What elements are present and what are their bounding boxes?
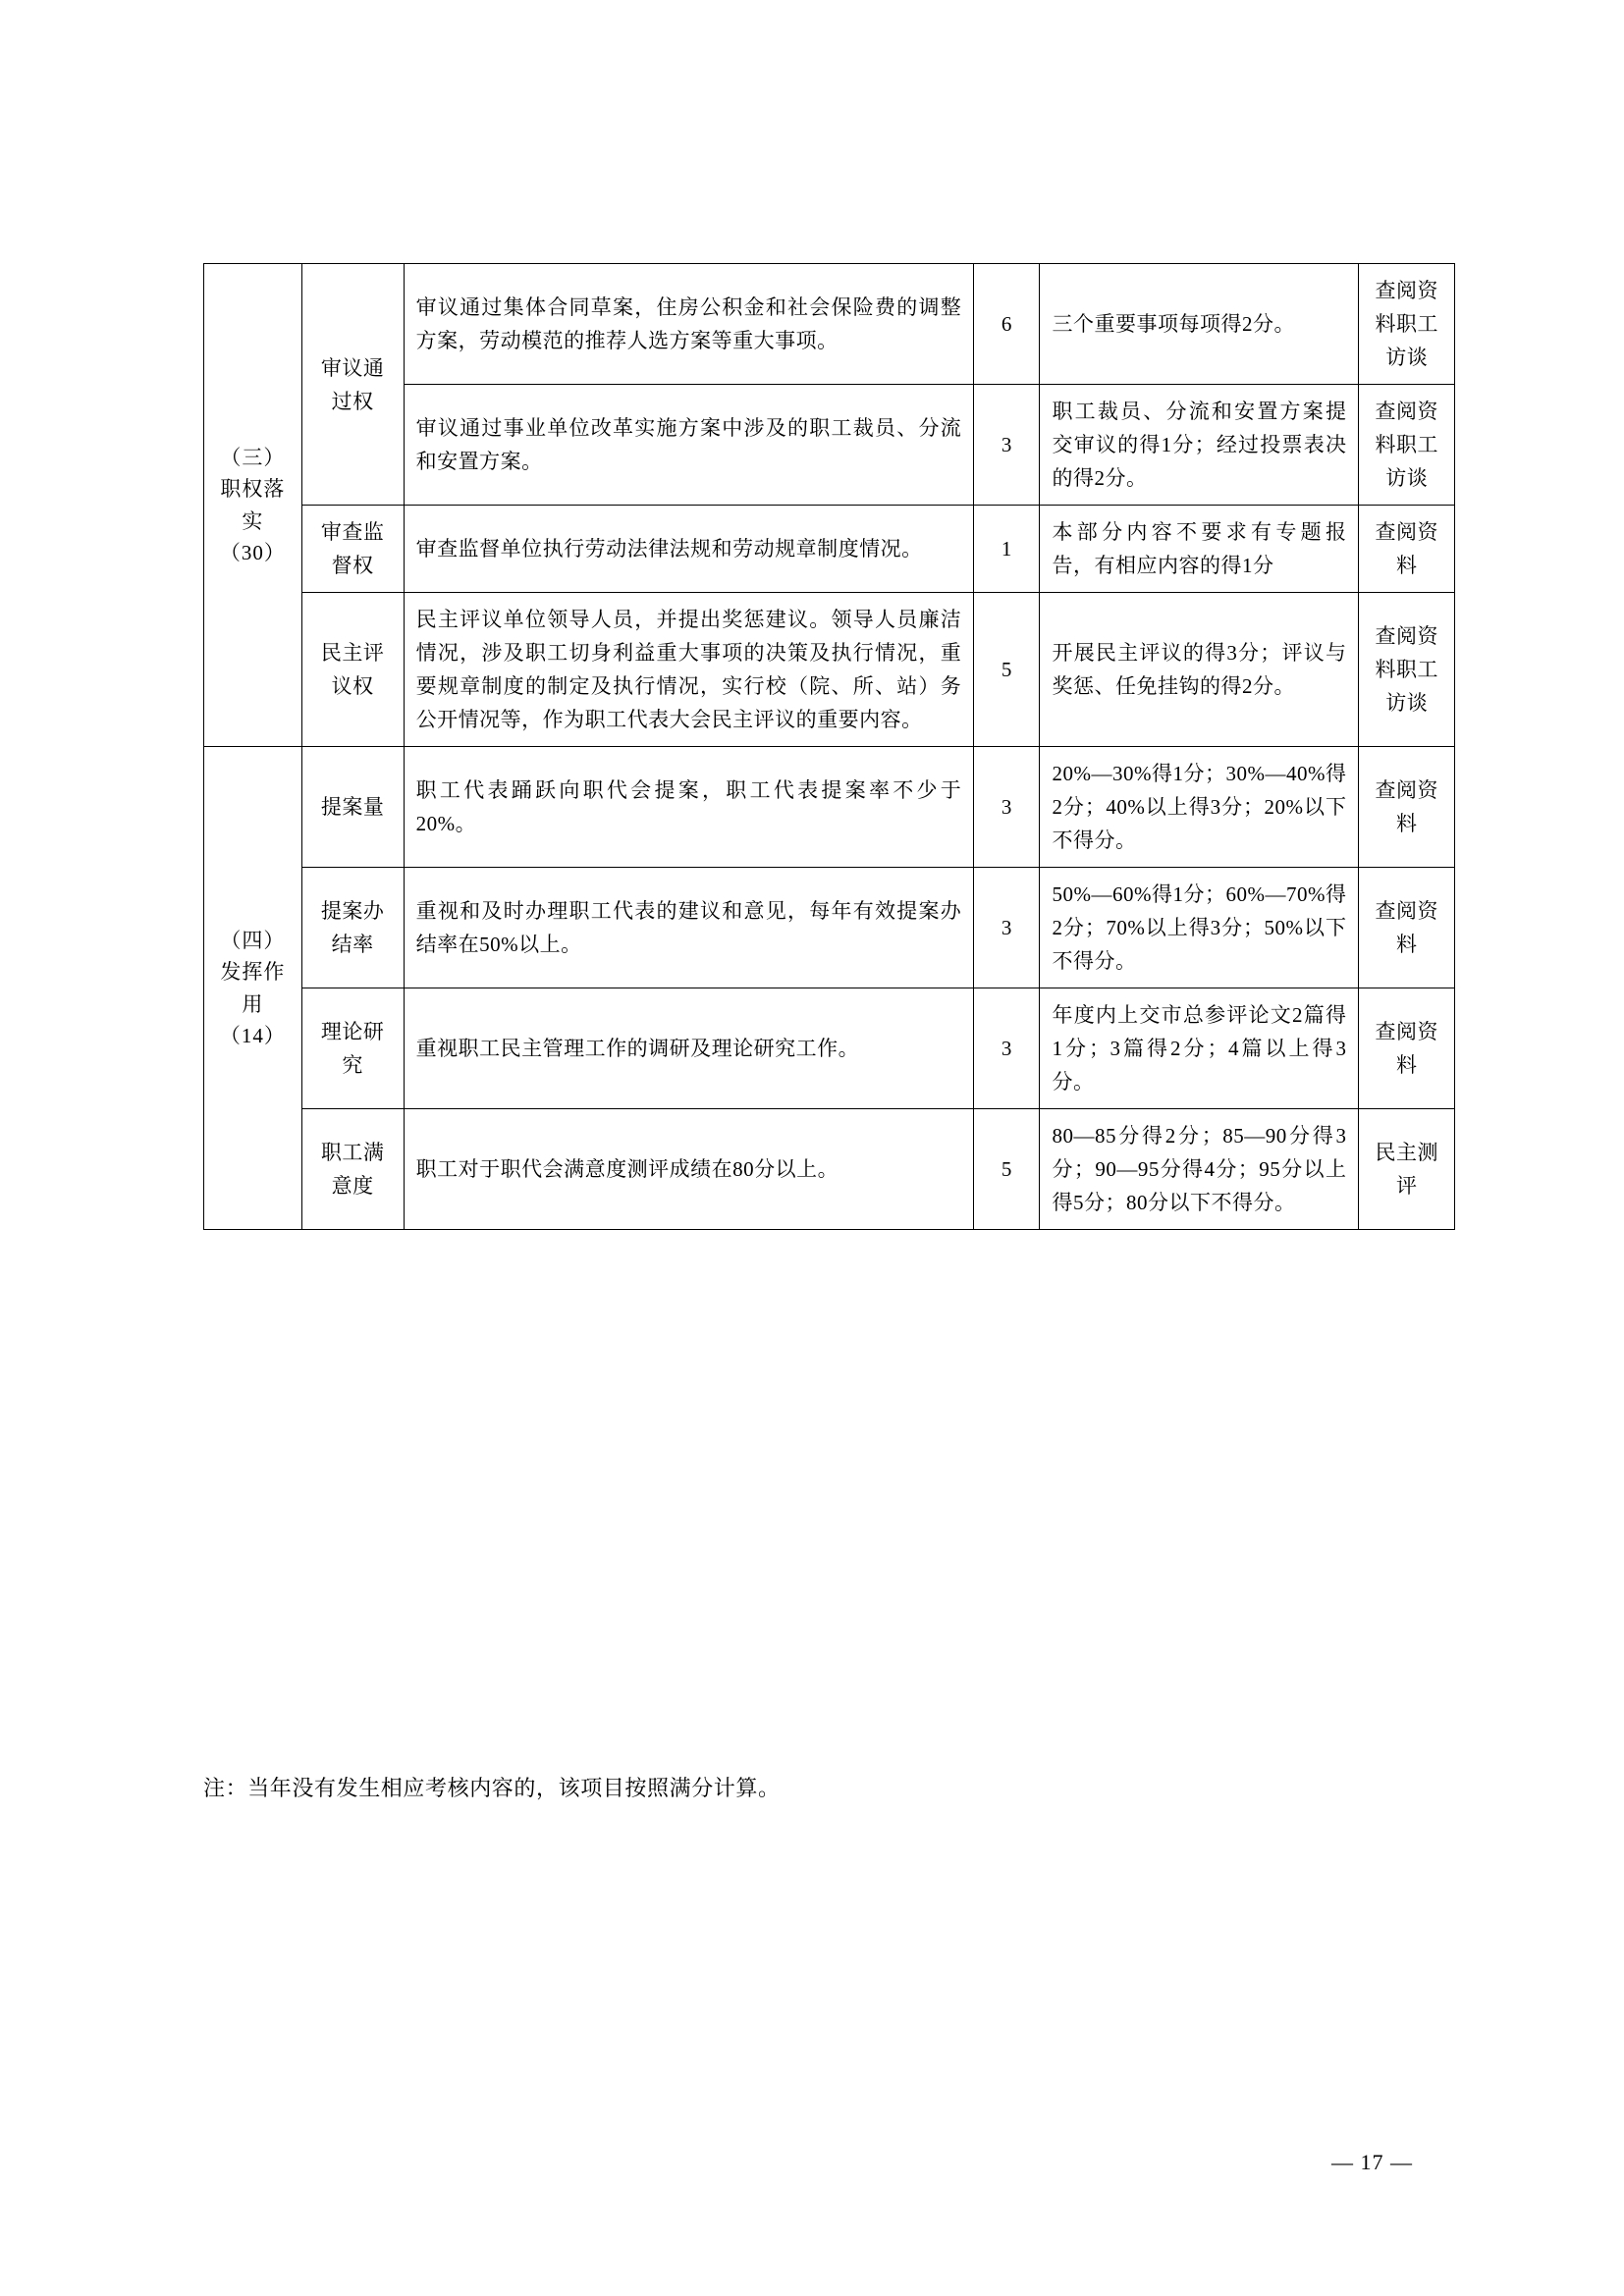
score-cell: 3: [974, 868, 1040, 988]
description-cell: 民主评议单位领导人员，并提出奖惩建议。领导人员廉洁情况，涉及职工切身利益重大事项的决策及执行情况，重要规章制度的制定及执行情况，实行校（院、所、站）务公开情况等，作为职工代表大会民主评议的重要内容。: [404, 593, 974, 747]
description-cell: 审议通过事业单位改革实施方案中涉及的职工裁员、分流和安置方案。: [404, 385, 974, 506]
table-row: [204, 1109, 1455, 1230]
table-row: [204, 264, 1455, 385]
item-cell: 职工满意度: [301, 1109, 404, 1230]
table-row: [204, 747, 1455, 868]
assessment-table: [203, 263, 1455, 1230]
category-label: （四）发挥作用（14）: [219, 928, 286, 1048]
method-cell: 查阅资料职工访谈: [1359, 385, 1455, 506]
standard-cell: 50%—60%得1分；60%—70%得2分；70%以上得3分；50%以下不得分。: [1040, 868, 1359, 988]
item-cell: 提案办结率: [301, 868, 404, 988]
description-cell: 重视职工民主管理工作的调研及理论研究工作。: [404, 988, 974, 1109]
score-cell: 3: [974, 385, 1040, 506]
category-label: （三）职权落实（30）: [219, 445, 286, 565]
table-row: [204, 868, 1455, 988]
score-cell: 5: [974, 1109, 1040, 1230]
method-cell: 查阅资料: [1359, 988, 1455, 1109]
score-cell: 1: [974, 506, 1040, 593]
description-cell: 重视和及时办理职工代表的建议和意见，每年有效提案办结率在50%以上。: [404, 868, 974, 988]
item-cell: 提案量: [301, 747, 404, 868]
table-note: 注：当年没有发生相应考核内容的，该项目按照满分计算。: [203, 1776, 781, 1800]
method-cell: 民主测评: [1359, 1109, 1455, 1230]
standard-cell: 年度内上交市总参评论文2篇得1分；3篇得2分；4篇以上得3分。: [1040, 988, 1359, 1109]
description-cell: 职工对于职代会满意度测评成绩在80分以上。: [404, 1109, 974, 1230]
description-cell: 审议通过集体合同草案，住房公积金和社会保险费的调整方案，劳动模范的推荐人选方案等重大事项。: [404, 264, 974, 385]
score-cell: 6: [974, 264, 1040, 385]
method-cell: 查阅资料: [1359, 747, 1455, 868]
table-row: [204, 506, 1455, 593]
category-cell: [204, 747, 302, 1230]
description-cell: 审查监督单位执行劳动法律法规和劳动规章制度情况。: [404, 506, 974, 593]
score-cell: 5: [974, 593, 1040, 747]
category-cell: [204, 264, 302, 747]
page-number: — 17 —: [1331, 2150, 1413, 2174]
standard-cell: 三个重要事项每项得2分。: [1040, 264, 1359, 385]
item-cell: 民主评议权: [301, 593, 404, 747]
item-cell: 审查监督权: [301, 506, 404, 593]
standard-cell: 20%—30%得1分；30%—40%得2分；40%以上得3分；20%以下不得分。: [1040, 747, 1359, 868]
item-cell: 理论研究: [301, 988, 404, 1109]
description-cell: 职工代表踊跃向职代会提案，职工代表提案率不少于20%。: [404, 747, 974, 868]
method-cell: 查阅资料: [1359, 868, 1455, 988]
standard-cell: 开展民主评议的得3分；评议与奖惩、任免挂钩的得2分。: [1040, 593, 1359, 747]
standard-cell: 本部分内容不要求有专题报告，有相应内容的得1分: [1040, 506, 1359, 593]
item-cell: [301, 264, 404, 506]
table-row: [204, 988, 1455, 1109]
standard-cell: 80—85分得2分；85—90分得3分；90—95分得4分；95分以上得5分；80分以下不得分。: [1040, 1109, 1359, 1230]
score-cell: 3: [974, 988, 1040, 1109]
item-label: 审议通过权: [320, 355, 385, 413]
table-row: [204, 593, 1455, 747]
method-cell: 查阅资料职工访谈: [1359, 593, 1455, 747]
score-cell: 3: [974, 747, 1040, 868]
method-cell: 查阅资料: [1359, 506, 1455, 593]
method-cell: 查阅资料职工访谈: [1359, 264, 1455, 385]
standard-cell: 职工裁员、分流和安置方案提交审议的得1分；经过投票表决的得2分。: [1040, 385, 1359, 506]
